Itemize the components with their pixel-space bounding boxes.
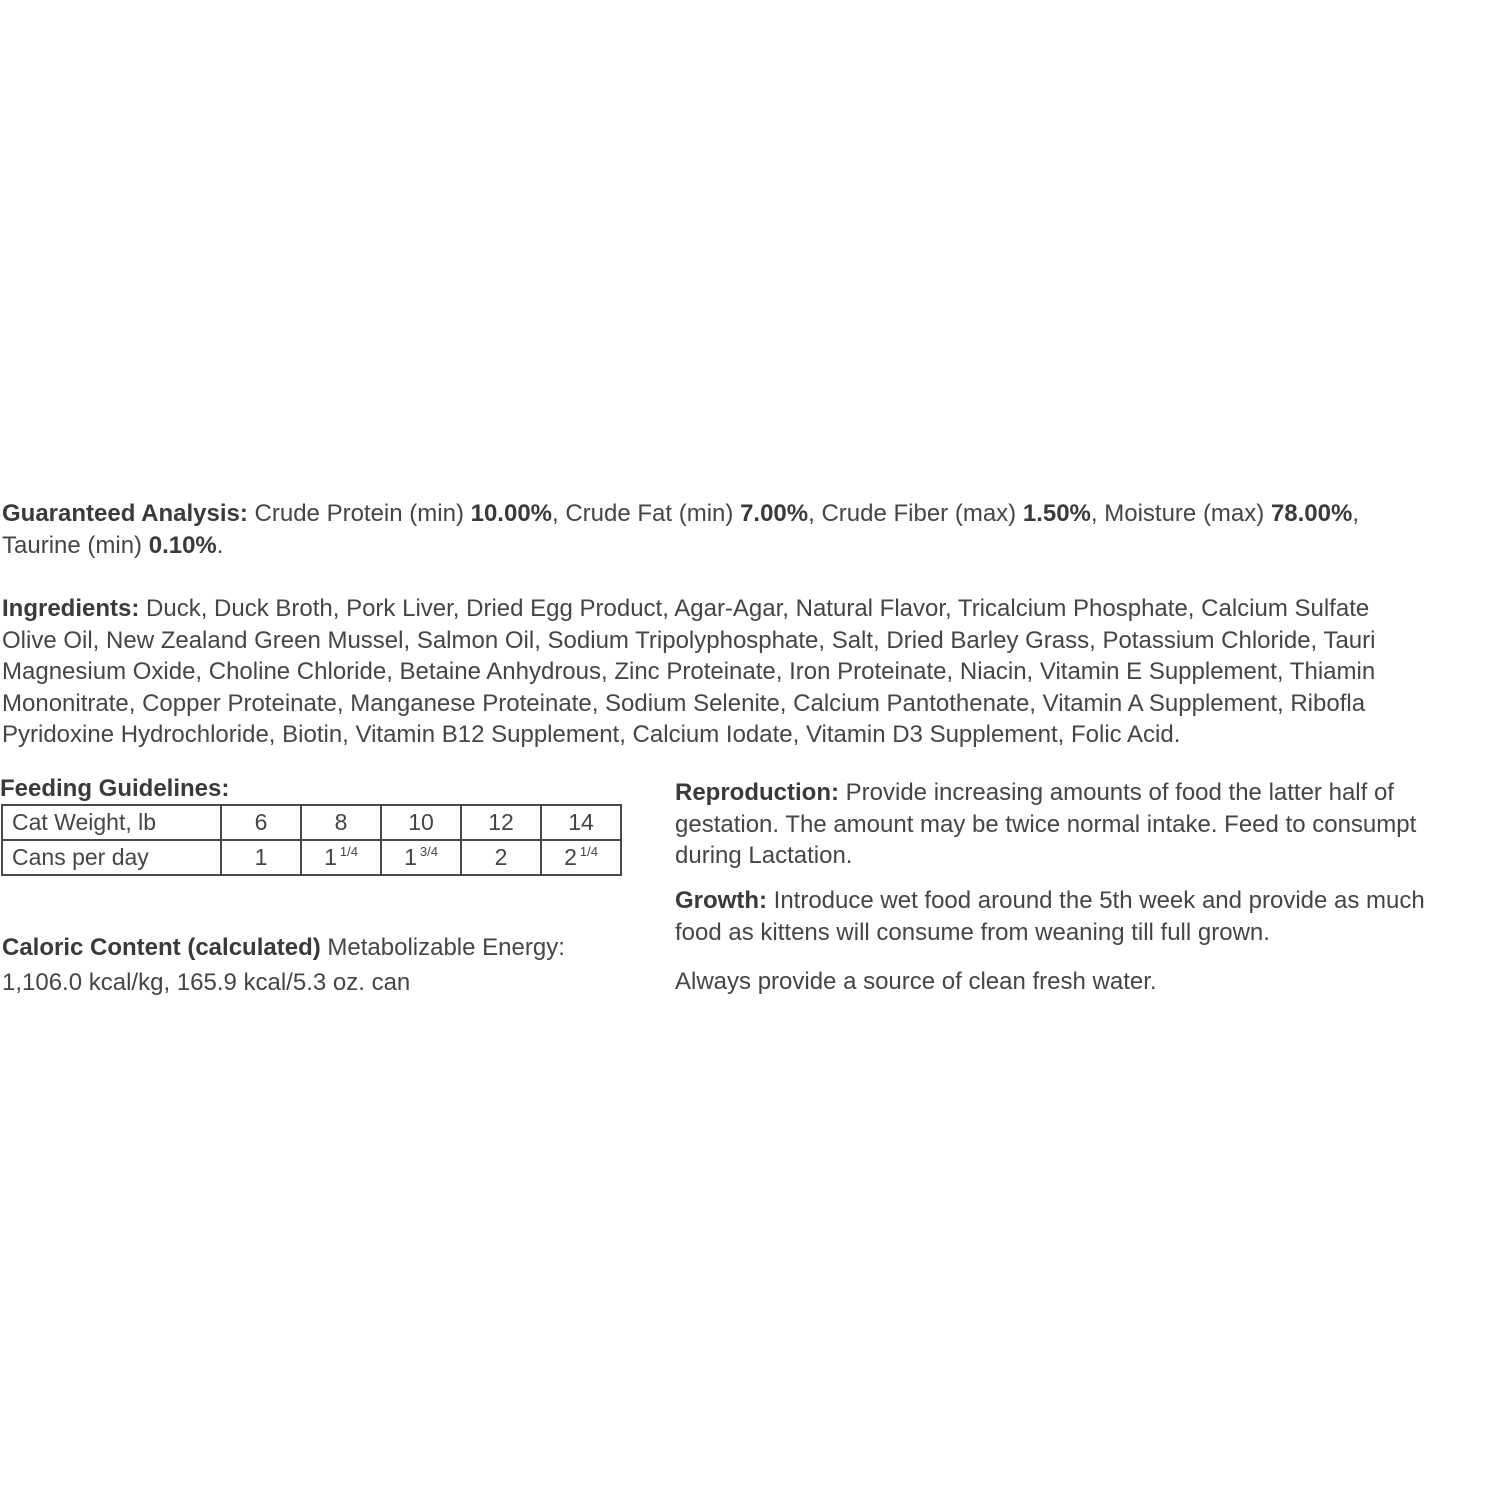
ingredients-line [2,593,1375,625]
cans-cell [541,840,621,875]
growth-label: Growth: [675,887,767,914]
caloric-content-text: Metabolizable Energy: [320,934,565,961]
cans-whole: 1 [404,844,417,870]
cans-fraction: 1/4 [579,844,598,860]
analysis-item-value: 10.00% [470,500,553,527]
water-note: Always provide a source of clean fresh water. [675,968,1157,995]
caloric-content-label: Caloric Content (calculated) [2,934,321,961]
growth [675,885,1425,948]
analysis-item-text: , Crude Fiber (max) [808,500,1023,527]
guaranteed-analysis [2,498,1359,561]
guaranteed-analysis-line-1 [2,498,1359,530]
caloric-content-line-2: 1,106.0 kcal/kg, 165.9 kcal/5.3 oz. can [2,969,411,996]
reproduction-line [675,777,1416,809]
ingredients-line: Magnesium Oxide, Choline Chloride, Betaine Anhydrous, Zinc Proteinate, Iron Proteinate, Niacin, Vitamin E Supplement, Thiamin [2,658,1376,685]
analysis-item-value: 1.50% [1022,500,1091,527]
analysis-item-text: , Moisture (max) [1090,500,1271,527]
analysis-item-value: 7.00% [740,500,809,527]
growth-line [675,885,1425,917]
reproduction-line: gestation. The amount may be twice normal intake. Feed to consumpt [675,810,1417,838]
cans-fraction: 1/4 [339,844,358,860]
analysis-item-text: , Crude Fat (min) [552,500,741,527]
cans-cell [221,840,301,875]
analysis-line-end: , [1352,500,1360,527]
cans-fraction: 3/4 [419,844,438,860]
ingredients [2,593,1375,751]
growth-line: food as kittens will consume from weaning till full grown. [675,918,1270,946]
weight-cell: 12 [461,805,541,840]
caloric-content-line-1 [2,930,565,965]
growth-text: Introduce wet food around the 5th week and provide as much [766,887,1425,914]
ingredients-line: Olive Oil, New Zealand Green Mussel, Salmon Oil, Sodium Tripolyphosphate, Salt, Dried Barley Grass, Potassium Chloride, Tauri [2,626,1376,654]
feeding-guidelines-title: Feeding Guidelines: [0,775,230,802]
table-row [2,805,621,840]
reproduction-label: Reproduction: [675,779,839,806]
cans-whole: 2 [564,844,577,870]
cans-whole: 1 [324,844,337,870]
cans-cell [301,840,381,875]
analysis-item-text: Taurine (min) [2,531,149,559]
reproduction-text: Provide increasing amounts of food the latter half of [838,779,1394,806]
weight-cell: 14 [541,805,621,840]
row-header-cat-weight: Cat Weight, lb [2,805,221,840]
guaranteed-analysis-label: Guaranteed Analysis: [2,500,248,527]
ingredients-label: Ingredients: [2,595,140,622]
analysis-item-value: 78.00% [1270,500,1353,527]
cans-whole: 2 [494,844,508,870]
guaranteed-analysis-line-2 [2,530,1359,562]
cans-whole: 1 [254,844,268,870]
analysis-item-text: Crude Protein (min) [247,500,471,527]
ingredients-line: Mononitrate, Copper Proteinate, Manganese Proteinate, Sodium Selenite, Calcium Pantothenate, Vitamin A Supplement, Ribofla [2,689,1366,717]
feeding-guidelines-table [1,804,622,876]
reproduction [675,777,1416,872]
ingredients-text: Duck, Duck Broth, Pork Liver, Dried Egg Product, Agar-Agar, Natural Flavor, Tricalcium Phosphate, Calcium Sulfate [139,595,1370,622]
reproduction-line: during Lactation. [675,842,853,869]
row-header-cans-per-day: Cans per day [2,840,221,875]
analysis-item-value: 0.10% [148,531,217,559]
analysis-line-end: . [216,531,224,559]
ingredients-line: Pyridoxine Hydrochloride, Biotin, Vitamin B12 Supplement, Calcium Iodate, Vitamin D3 Supplement, Folic Acid. [2,721,1181,748]
cans-cell [381,840,461,875]
cans-cell [461,840,541,875]
caloric-content [2,930,565,1000]
table-row [2,840,621,875]
weight-cell: 10 [381,805,461,840]
weight-cell: 6 [221,805,301,840]
weight-cell: 8 [301,805,381,840]
